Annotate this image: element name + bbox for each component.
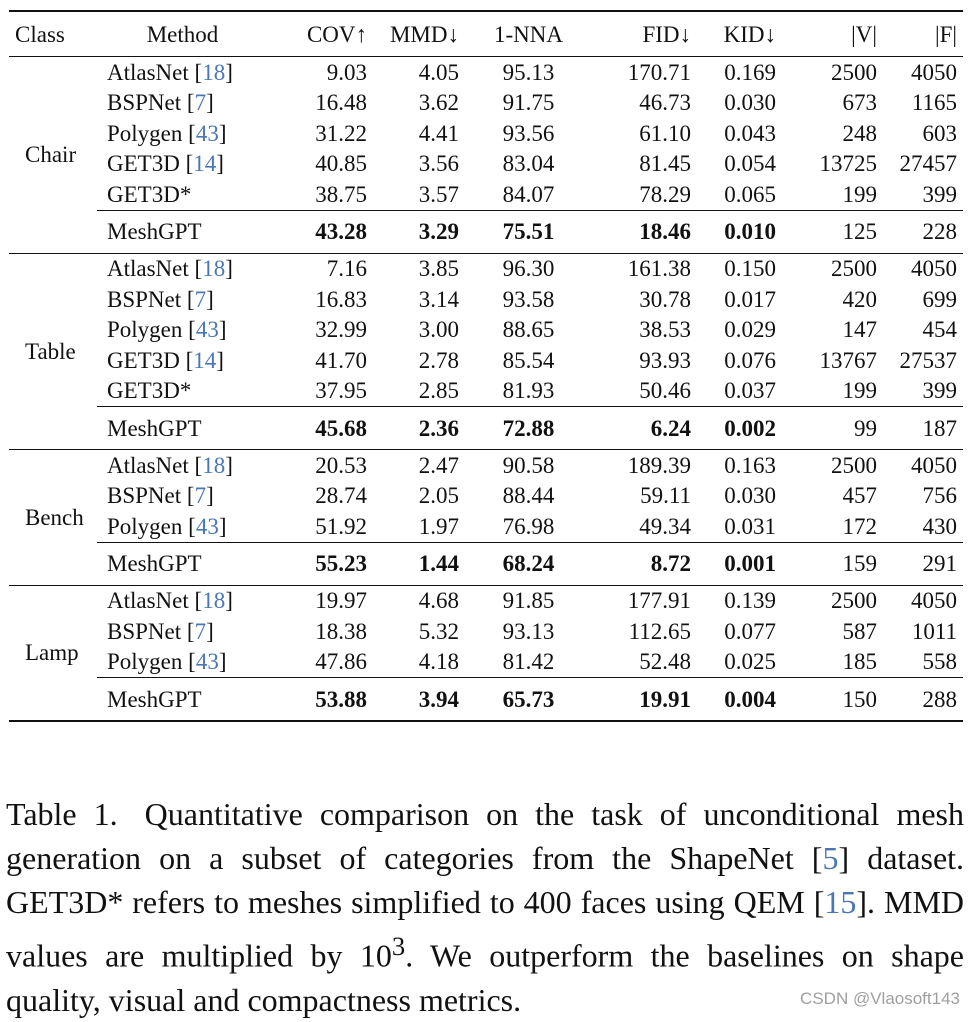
1nna-cell: 68.24 <box>465 542 592 585</box>
cov-cell: 51.92 <box>315 513 367 539</box>
kid-cell: 0.001 <box>697 542 782 585</box>
method-name: MeshGPT <box>97 407 268 450</box>
kid-cell: 0.163 <box>724 452 776 478</box>
caption-label: Table 1. <box>6 796 118 832</box>
fid-cell: 93.93 <box>639 347 691 373</box>
fid-cell: 112.65 <box>628 618 691 644</box>
citation-link[interactable]: 43 <box>195 120 219 146</box>
kid-cell: 0.065 <box>724 181 776 207</box>
caption-power-exponent: 3 <box>391 931 406 961</box>
cov-cell: 53.88 <box>268 678 373 722</box>
method-name: AtlasNet <box>107 588 189 614</box>
header-method: Method <box>97 11 268 57</box>
method-cell <box>97 179 268 210</box>
citation-link[interactable]: 43 <box>195 317 219 343</box>
vertices-cell: 172 <box>842 513 877 539</box>
table-row <box>9 284 963 315</box>
table-header <box>9 11 963 57</box>
mmd-cell: 5.32 <box>418 618 459 644</box>
vertices-cell: 248 <box>842 120 877 146</box>
method-name: Polygen <box>107 317 183 343</box>
method-cell: Polygen [43] <box>107 649 227 675</box>
caption-text-3: . MMD values are multiplied by <box>6 884 965 974</box>
method-name: BSPNet <box>107 618 182 644</box>
kid-cell: 0.004 <box>697 678 782 722</box>
method-cell: AtlasNet [18] <box>107 588 233 614</box>
method-name: MeshGPT <box>97 678 268 722</box>
table-row <box>9 315 963 346</box>
mmd-cell: 3.57 <box>418 181 459 207</box>
fid-cell: 38.53 <box>639 317 691 343</box>
cov-cell: 16.48 <box>315 90 367 116</box>
kid-cell: 0.025 <box>724 649 776 675</box>
method-cell <box>97 376 268 407</box>
header-row <box>9 11 963 57</box>
method-name: AtlasNet <box>107 256 189 282</box>
method-cell: GET3D [14] <box>107 151 224 177</box>
method-cell: Polygen [43] <box>107 317 227 343</box>
mmd-cell: 3.56 <box>418 151 459 177</box>
table-row <box>9 149 963 180</box>
vertices-cell: 199 <box>842 378 877 404</box>
mmd-cell: 3.62 <box>418 90 459 116</box>
cov-cell: 41.70 <box>315 347 367 373</box>
header-class: Class <box>9 11 97 57</box>
faces-cell: 27457 <box>899 151 957 177</box>
citation-link[interactable]: 18 <box>202 452 226 478</box>
mmd-cell: 2.05 <box>418 483 459 509</box>
1nna-cell: 88.65 <box>502 317 555 343</box>
fid-cell: 59.11 <box>640 483 691 509</box>
method-name: Polygen <box>107 513 183 539</box>
method-cell: AtlasNet [18] <box>107 59 233 85</box>
method-name: GET3D* <box>107 378 192 404</box>
mmd-cell: 3.85 <box>418 256 459 282</box>
table-row <box>9 376 963 407</box>
mmd-cell: 2.36 <box>373 407 465 450</box>
mmd-cell: 3.29 <box>373 210 465 253</box>
method-name: BSPNet <box>107 90 182 116</box>
vertices-cell: 13725 <box>819 151 877 177</box>
vertices-cell: 159 <box>782 542 883 585</box>
vertices-cell: 99 <box>782 407 883 450</box>
1nna-cell: 81.93 <box>502 378 555 404</box>
vertices-cell: 673 <box>842 90 877 116</box>
table-row <box>9 511 963 542</box>
method-cell: GET3D [14] <box>107 347 224 373</box>
citation-link[interactable]: 18 <box>202 588 226 614</box>
1nna-cell: 93.56 <box>502 120 555 146</box>
fid-cell: 161.38 <box>627 256 691 282</box>
faces-cell: 228 <box>883 210 963 253</box>
mmd-cell: 4.68 <box>418 588 459 614</box>
table-row-ours <box>9 542 963 585</box>
table-row <box>9 118 963 149</box>
results-table-container <box>9 10 963 722</box>
kid-cell: 0.043 <box>724 120 776 146</box>
method-cell: BSPNet [7] <box>107 90 214 116</box>
vertices-cell: 13767 <box>819 347 877 373</box>
mmd-cell: 2.78 <box>418 347 459 373</box>
table-row <box>9 345 963 376</box>
faces-cell: 4050 <box>911 256 957 282</box>
cov-cell: 19.97 <box>315 588 367 614</box>
vertices-cell: 2500 <box>831 452 877 478</box>
table-row <box>9 647 963 678</box>
method-cell: BSPNet [7] <box>107 618 214 644</box>
1nna-cell: 96.30 <box>502 256 555 282</box>
table-row <box>9 481 963 512</box>
class-label: Table <box>9 253 97 450</box>
header-1nna: 1-NNA <box>465 11 592 57</box>
kid-cell: 0.017 <box>724 286 776 312</box>
mmd-cell: 1.97 <box>418 513 459 539</box>
mmd-cell: 3.14 <box>418 286 459 312</box>
table-row-ours <box>9 678 963 722</box>
caption-citation-shapenet[interactable]: 5 <box>822 840 839 876</box>
kid-cell: 0.037 <box>724 378 776 404</box>
fid-cell: 189.39 <box>627 452 691 478</box>
faces-cell: 399 <box>922 181 957 207</box>
method-name: GET3D <box>107 347 180 373</box>
kid-cell: 0.010 <box>697 210 782 253</box>
citation-link[interactable]: 7 <box>194 483 207 509</box>
faces-cell: 291 <box>883 542 963 585</box>
1nna-cell: 90.58 <box>502 452 555 478</box>
faces-cell: 4050 <box>911 452 957 478</box>
faces-cell: 603 <box>922 120 957 146</box>
kid-cell: 0.030 <box>724 483 776 509</box>
fid-cell: 30.78 <box>639 286 691 312</box>
fid-cell: 78.29 <box>639 181 691 207</box>
faces-cell: 430 <box>922 513 957 539</box>
kid-cell: 0.002 <box>697 407 782 450</box>
kid-cell: 0.169 <box>724 59 776 85</box>
citation-link[interactable]: 7 <box>194 618 207 644</box>
vertices-cell: 2500 <box>831 59 877 85</box>
1nna-cell: 93.13 <box>502 618 555 644</box>
kid-cell: 0.054 <box>724 151 776 177</box>
table-caption: Table 1. Quantitative comparison on the task of unconditional mesh generation on a subset of categories from the ShapeNet [5] dataset. GET3D* refers to meshes simplified to 400 faces using QEM [15]. MMD values are multiplied by $10^3$. We outperform the baselines on shape quality, visual and compactness metrics. <box>6 796 965 1018</box>
header-kid: KID↓ <box>697 11 782 57</box>
faces-cell: 454 <box>922 317 957 343</box>
cov-cell: 40.85 <box>315 151 367 177</box>
cov-cell: 31.22 <box>315 120 367 146</box>
cov-cell: 16.83 <box>315 286 367 312</box>
table-row <box>9 179 963 210</box>
cov-cell: 37.95 <box>315 378 367 404</box>
table-row-ours <box>9 210 963 253</box>
vertices-cell: 199 <box>842 181 877 207</box>
table-row <box>9 253 963 284</box>
kid-cell: 0.150 <box>724 256 776 282</box>
header-faces: |F| <box>883 11 963 57</box>
method-name: AtlasNet <box>107 59 189 85</box>
mmd-cell: 4.41 <box>418 120 459 146</box>
fid-cell: 61.10 <box>639 120 691 146</box>
table-body <box>9 57 963 722</box>
mmd-cell: 2.47 <box>418 452 459 478</box>
vertices-cell: 2500 <box>831 588 877 614</box>
fid-cell: 81.45 <box>639 151 691 177</box>
kid-cell: 0.076 <box>724 347 776 373</box>
method-name: BSPNet <box>107 483 182 509</box>
class-label: Bench <box>9 450 97 586</box>
vertices-cell: 587 <box>842 618 877 644</box>
1nna-cell: 81.42 <box>502 649 555 675</box>
cov-cell: 32.99 <box>315 317 367 343</box>
table-row <box>9 57 963 88</box>
fid-cell: 8.72 <box>592 542 697 585</box>
1nna-cell: 93.58 <box>502 286 555 312</box>
mmd-cell: 4.05 <box>418 59 459 85</box>
caption-citation-qem[interactable]: 15 <box>824 884 857 920</box>
caption-text-4: . We outperform the baselines on shape quality, visual and compactness metrics. <box>6 937 965 1018</box>
method-cell: AtlasNet [18] <box>107 256 233 282</box>
vertices-cell: 457 <box>842 483 877 509</box>
header-mmd: MMD↓ <box>373 11 465 57</box>
method-name: BSPNet <box>107 286 182 312</box>
fid-cell: 19.91 <box>592 678 697 722</box>
vertices-cell: 420 <box>842 286 877 312</box>
citation-link[interactable]: 7 <box>194 286 207 312</box>
method-name: AtlasNet <box>107 452 189 478</box>
header-cov: COV↑ <box>268 11 373 57</box>
method-cell: AtlasNet [18] <box>107 452 233 478</box>
method-cell: Polygen [43] <box>107 513 227 539</box>
fid-cell: 50.46 <box>639 378 691 404</box>
faces-cell: 1165 <box>911 90 957 116</box>
caption-text-1: Quantitative comparison on the task of unconditional mesh generation on a subset of categories from the ShapeNet <box>6 796 965 876</box>
fid-cell: 170.71 <box>627 59 691 85</box>
faces-cell: 4050 <box>911 588 957 614</box>
citation-link[interactable]: 43 <box>195 513 219 539</box>
cov-cell: 28.74 <box>315 483 367 509</box>
faces-cell: 756 <box>922 483 957 509</box>
method-cell: BSPNet [7] <box>107 483 214 509</box>
citation-link[interactable]: 7 <box>194 90 207 116</box>
method-name: Polygen <box>107 649 183 675</box>
faces-cell: 399 <box>922 378 957 404</box>
citation-link[interactable]: 43 <box>195 649 219 675</box>
cov-cell: 38.75 <box>315 181 367 207</box>
cov-cell: 9.03 <box>326 59 367 85</box>
1nna-cell: 84.07 <box>502 181 555 207</box>
method-cell: Polygen [43] <box>107 120 227 146</box>
cov-cell: 45.68 <box>268 407 373 450</box>
vertices-cell: 2500 <box>831 256 877 282</box>
vertices-cell: 125 <box>782 210 883 253</box>
kid-cell: 0.030 <box>724 90 776 116</box>
fid-cell: 46.73 <box>639 90 691 116</box>
1nna-cell: 65.73 <box>465 678 592 722</box>
vertices-cell: 147 <box>842 317 877 343</box>
faces-cell: 1011 <box>911 618 957 644</box>
method-name: MeshGPT <box>97 210 268 253</box>
vertices-cell: 185 <box>842 649 877 675</box>
class-label: Lamp <box>9 585 97 721</box>
vertices-cell: 150 <box>782 678 883 722</box>
table-row <box>9 88 963 119</box>
cov-cell: 43.28 <box>268 210 373 253</box>
1nna-cell: 88.44 <box>502 483 555 509</box>
1nna-cell: 91.85 <box>502 588 555 614</box>
1nna-cell: 95.13 <box>502 59 555 85</box>
faces-cell: 27537 <box>899 347 957 373</box>
1nna-cell: 76.98 <box>502 513 555 539</box>
method-cell: BSPNet [7] <box>107 286 214 312</box>
1nna-cell: 72.88 <box>465 407 592 450</box>
cov-cell: 18.38 <box>315 618 367 644</box>
cov-cell: 20.53 <box>315 452 367 478</box>
faces-cell: 4050 <box>911 59 957 85</box>
header-fid: FID↓ <box>592 11 697 57</box>
citation-link[interactable]: 18 <box>202 59 226 85</box>
results-table <box>9 10 963 722</box>
cov-cell: 7.16 <box>326 256 367 282</box>
kid-cell: 0.139 <box>724 588 776 614</box>
mmd-cell: 3.94 <box>373 678 465 722</box>
fid-cell: 52.48 <box>639 649 691 675</box>
fid-cell: 177.91 <box>627 588 691 614</box>
method-name: Polygen <box>107 120 183 146</box>
kid-cell: 0.077 <box>724 618 776 644</box>
mmd-cell: 4.18 <box>418 649 459 675</box>
caption-text-2: dataset. GET3D* refers to meshes simplified to 400 faces using QEM <box>6 840 965 920</box>
citation-link[interactable]: 14 <box>193 347 217 373</box>
1nna-cell: 75.51 <box>465 210 592 253</box>
citation-link[interactable]: 18 <box>202 256 226 282</box>
faces-cell: 187 <box>883 407 963 450</box>
fid-cell: 18.46 <box>592 210 697 253</box>
kid-cell: 0.029 <box>724 317 776 343</box>
1nna-cell: 83.04 <box>502 151 555 177</box>
faces-cell: 288 <box>883 678 963 722</box>
method-name: GET3D* <box>107 181 192 207</box>
mmd-cell: 3.00 <box>418 317 459 343</box>
citation-link[interactable]: 14 <box>193 151 217 177</box>
faces-cell: 558 <box>922 649 957 675</box>
1nna-cell: 85.54 <box>502 347 555 373</box>
header-vertices: |V| <box>782 11 883 57</box>
caption-power-base: 10 <box>359 937 392 974</box>
watermark: CSDN @Vlaosoft143 <box>800 989 960 1008</box>
kid-cell: 0.031 <box>724 513 776 539</box>
table-row <box>9 616 963 647</box>
table-row <box>9 450 963 481</box>
method-name: GET3D <box>107 151 180 177</box>
mmd-cell: 1.44 <box>373 542 465 585</box>
mmd-cell: 2.85 <box>418 378 459 404</box>
fid-cell: 6.24 <box>592 407 697 450</box>
table-row-ours <box>9 407 963 450</box>
table-row <box>9 585 963 616</box>
1nna-cell: 91.75 <box>502 90 555 116</box>
faces-cell: 699 <box>922 286 957 312</box>
method-name: MeshGPT <box>97 542 268 585</box>
cov-cell: 47.86 <box>315 649 367 675</box>
fid-cell: 49.34 <box>639 513 691 539</box>
cov-cell: 55.23 <box>268 542 373 585</box>
class-label: Chair <box>9 57 97 254</box>
